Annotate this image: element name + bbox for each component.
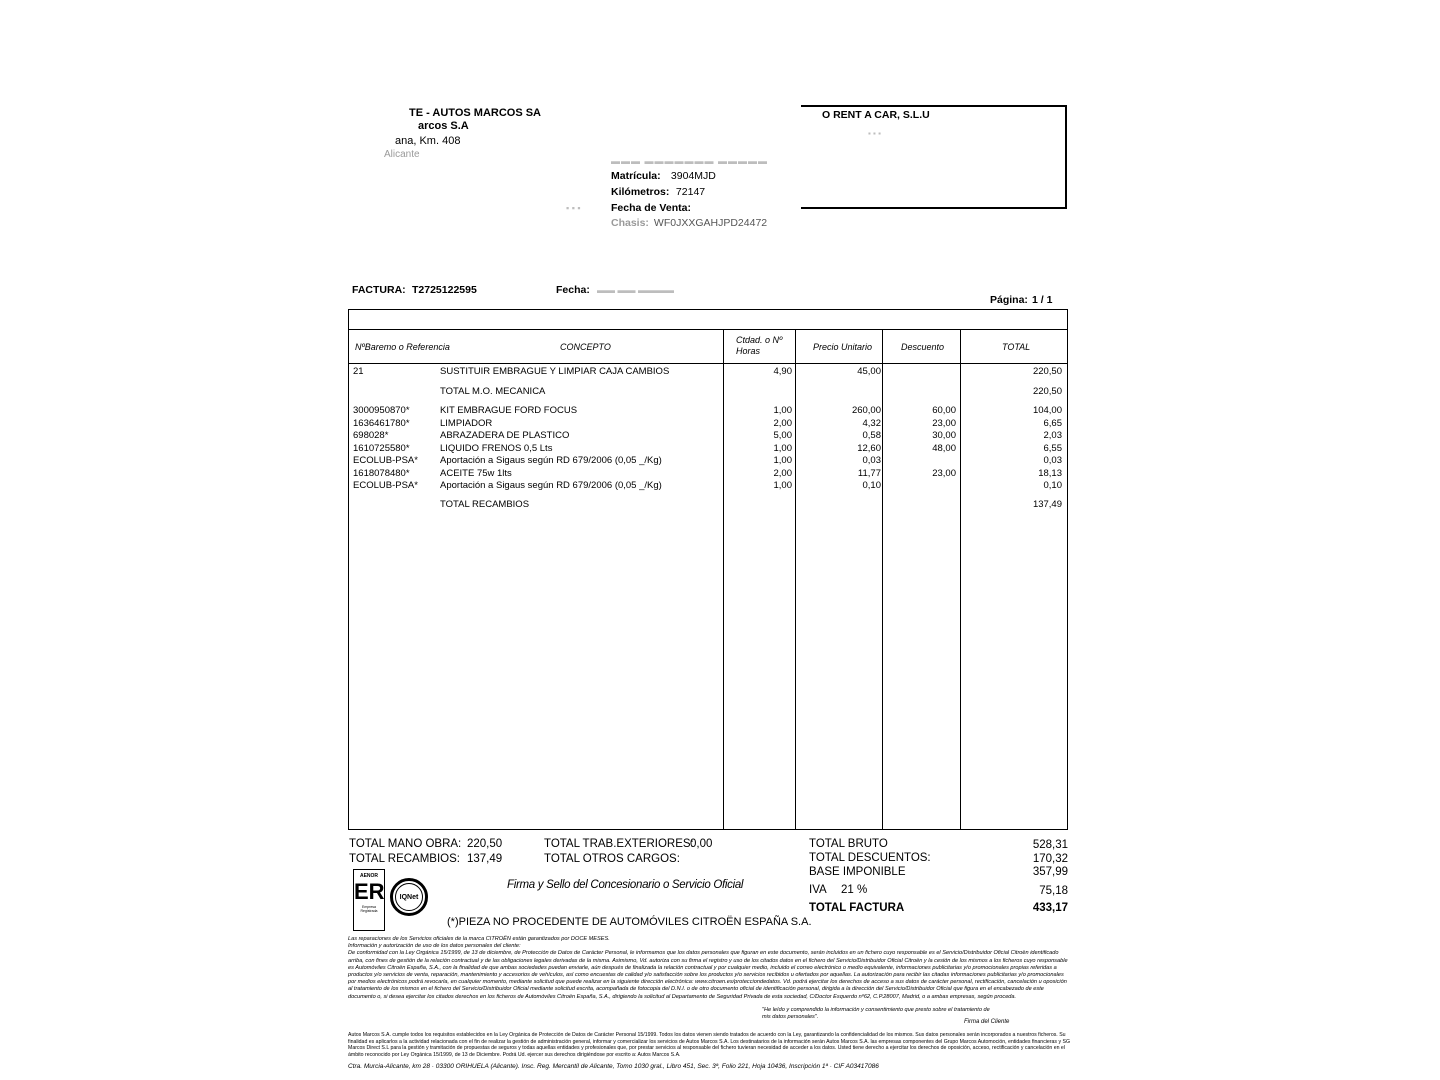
matricula-value: 3904MJD [670,170,716,182]
firma-sello-caption: Firma y Sello del Concesionario o Servicio Oficial [507,879,744,891]
table-row: ECOLUB-PSA* Aportación a Sigaus según RD 679/2006 (0,05 _/Kg) 1,00 0,03 0,03 [353,455,1062,466]
total-mano-obra-value: 220,50 [467,838,503,850]
total-descuentos-value: 170,32 [1032,853,1068,865]
total-bruto-value: 528,31 [1032,839,1068,851]
fecha-venta-label: Fecha de Venta: [611,202,691,214]
factura-label: FACTURA: [352,284,406,296]
iva-value: 75,18 [1039,885,1068,897]
iqnet-logo [390,878,428,916]
table-row: 698028* ABRAZADERA DE PLASTICO 5,00 0,58 30,00 2,03 [353,430,1062,441]
legal-p1: Las reparaciones de los Servicios oficiales de la marca CITROËN están garantizados por DOCE MESES. [348,936,610,942]
dealer-name: TE - AUTOS MARCOS SA [409,107,542,119]
header-concepto: CONCEPTO [560,342,611,352]
base-imponible-value: 357,99 [1032,866,1068,878]
aenor-label: AENOR [359,873,379,879]
matricula-row [611,170,716,182]
pagina-value: 1 / 1 [1032,294,1053,306]
iqnet-label: IQNet [399,893,419,901]
header-qty-line2: Horas [736,346,761,356]
legal-p3: De conformidad con la Ley Orgánica 15/1999, de 13 de diciembre, de Protección de Datos de Carácter Personal, le informamos que los datos personales que figuran en este documento, serán incluidos en un fichero cuyo responsable es el Servicio/Distribuidor Oficial Citroën identificado arriba, con fines de gestión de la relación contractual y de las obligaciones legales derivadas de la misma. Asimismo, Vd. autoriza con su firma el registro y uso de los citados datos en el fichero del Servicio/Distribuidor Oficial Citroën y la cesión de los mismos a los ficheros cuyo responsable es Automóviles Citroën España, S.A., con la finalidad de que ambas sociedades puedan enviarle, aún después de finalizada la relación contractual y por cualquier medio, incluido el correo electrónico o medio equivalente, informaciones publicitarias y/o promocionales propias referidas a productos y/o servicios de venta, reparación, mantenimiento y accesorios de vehículos, así como encuestas de calidad y/o satisfacción sobre los productos y/o servicios recibidos u ofertados por aquellas. La autorización para recibir las citadas informaciones publicitarias y/o promocionales por medios electrónicos podrá revocarla, en cualquier momento, mediante solicitud que puede realizar en la siguiente dirección electrónica: www.citroen.es/protecciondedatos. Vd. podrá ejercitar los derechos de acceso a sus datos de carácter personal, rectificación, cancelación u oposición al tratamiento de los mismos en el fichero del Servicio/Distribuidor Oficial mediante solicitud escrita, acompañada de fotocopia del D.N.I. o de otro documento oficial de identificación personal, dirigida a la dirección del Servicio/Distribuidor Oficial que figura en el encabezado de este documento o, si desea ejercitar los citados derechos en los ficheros de Automóviles Citroën España, S.A., dirigiendo la solicitud al Departamento de Seguridad Privada de esta sociedad, C/Doctor Esquerdo nº62, C.P.28007, Madrid, o a ambas empresas, según proceda. [348,950,1068,1000]
aenor-logo [353,869,385,931]
consent-text: "He leído y comprendido la información y consentimiento que presto sobre el tratamiento de mis datos personales". [762,1007,990,1020]
legal-p4: Autos Marcos S.A. cumple todos los requisitos establecidos en la Ley Orgánica de Protección de Datos de Carácter Personal 15/1999. Todos los datos vienen siendo tratados de acuerdo con la Ley, garantizando la confidencialidad de los mismos. Sus datos personales serán incorporados a nuestros ficheros. Su finalidad es aplicarlos a la actividad relacionada con el fin de realizar la gestión de administración general, informar y comercializar los servicios de Autos Marcos S.A. Los destinatarios de la información serán Autos Marcos S.A. las empresas componentes del Grupo Marcos Automoción, entidades financieras y SG Marcos Direct S.L para la gestión y tramitación de propuestas de seguros y todas aquellas entidades y profesionales que, por prestar servicios al responsable del fichero tuvieran necesidad de acceder a los datos. Usted tiene derecho a ejercitar los derechos de oposición, acceso, rectificación y cancelación en el ámbito reconocido por Ley Orgánica 15/1999, de 13 de Diciembre. Podrá Ud. ejercer sus derechos dirigiéndose por escrito a: Autos Marcos S.A. [348,1032,1070,1058]
table-row: 3000950870* KIT EMBRAGUE FORD FOCUS 1,00 260,00 60,00 104,00 [353,405,1062,416]
blurred-field: ▪ ▪ ▪ [868,129,881,138]
firma-cliente: Firma del Cliente [964,1019,1010,1025]
total-descuentos-label: TOTAL DESCUENTOS: [809,852,931,864]
factura-number: T2725122595 [412,284,477,296]
footer-text: Ctra. Murcia-Alicante, km 28 · 03300 ORIHUELA (Alicante). Insc. Reg. Mercantil de Alicante, Tomo 1030 gral., Libro 451, Sec. 3ª, Folio 221, Hoja 10436, Inscripción 1ª · CIF A03417086 [348,1063,879,1070]
dealer-address: ana, Km. 408 [395,135,461,147]
total-factura-value: 433,17 [1032,902,1068,914]
blurred-field: ▬▬ ▬▬ ▬▬▬▬ [597,285,675,295]
dealer-company: arcos S.A [418,120,469,132]
total-factura-label: TOTAL FACTURA [809,902,905,914]
aenor-sub: Empresa Registrada [360,905,378,913]
table-row: 21 SUSTITUIR EMBRAGUE Y LIMPIAR CAJA CAMBIOS 4,90 45,00 220,50 [353,366,1062,377]
iva-label: IVA [809,884,827,896]
fecha-label: Fecha: [556,284,590,296]
chasis-row [611,217,767,229]
total-trab-ext-label: TOTAL TRAB.EXTERIORES: [544,838,694,850]
km-value: 72147 [675,186,706,198]
pagina-label: Página: [990,294,1028,306]
header-descuento: Descuento [901,342,945,352]
km-label: Kilómetros: [611,186,670,198]
client-name: O RENT A CAR, S.L.U [822,109,930,121]
header-qty-line1: Ctdad. o Nº [736,335,783,345]
header-total: TOTAL [1002,342,1031,352]
legal-text [348,936,1070,1001]
total-trab-ext-value: 0,00 [690,838,713,850]
blurred-field: ▬▬▬ ▬▬▬▬▬▬▬ ▬▬▬▬▬ [611,156,769,166]
table-row: ECOLUB-PSA* Aportación a Sigaus según RD 679/2006 (0,05 _/Kg) 1,00 0,10 0,10 [353,480,1062,491]
table-row: 1610725580* LIQUIDO FRENOS 0,5 Lts 1,00 12,60 48,00 6,55 [353,442,1062,454]
chasis-label: Chasis: [611,217,649,229]
total-mano-obra-label: TOTAL MANO OBRA: [349,838,462,850]
total-recambios-label: TOTAL RECAMBIOS: [349,853,460,865]
blurred-field: ▪ ▪ ▪ [566,203,581,213]
base-imponible-label: BASE IMPONIBLE [809,866,906,878]
total-otros-label: TOTAL OTROS CARGOS: [544,853,680,865]
iva-rate: 21 % [841,884,868,896]
table-row: 1618078480* ACEITE 75w 1lts 2,00 11,77 23,00 18,13 [353,467,1062,479]
matricula-label: Matrícula: [611,170,661,182]
table-row: TOTAL M.O. MECANICA 220,50 [440,386,1062,397]
table-row: 1636461780* LIMPIADOR 2,00 4,32 23,00 6,65 [353,417,1062,429]
km-row [611,186,705,198]
total-bruto-label: TOTAL BRUTO [809,838,888,850]
legal-p2: Información y autorización de uso de los datos personales del cliente: [348,943,521,950]
table-top-bar [349,310,1067,330]
table-row: TOTAL RECAMBIOS 137,49 [440,499,1062,510]
total-recambios-value: 137,49 [467,853,503,865]
er-mark: ER [354,879,385,904]
header-precio: Precio Unitario [813,342,873,352]
header-ref: NºBaremo o Referencia [355,342,450,352]
dealer-city: Alicante [384,149,420,160]
chasis-value: WF0JXXGAHJPD24472 [653,217,768,229]
invoice-table [348,309,1068,830]
pieza-note: (*)PIEZA NO PROCEDENTE DE AUTOMÓVILES CITROËN ESPAÑA S.A. [447,916,812,928]
